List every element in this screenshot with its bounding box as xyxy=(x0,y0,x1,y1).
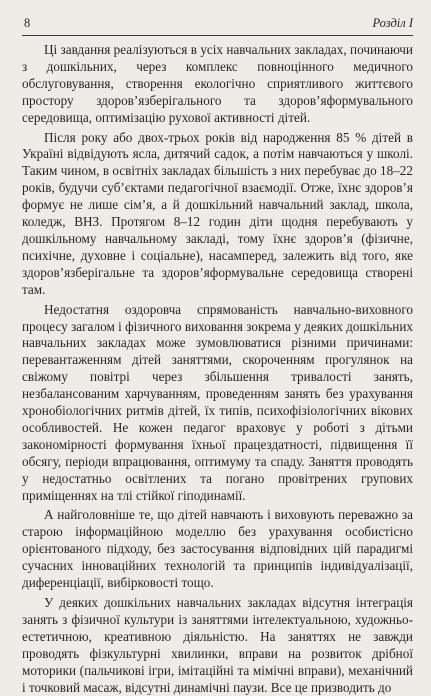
paragraph: Після року або двох-трьох років від народження 85 % дітей в Україні відвідують ясла, дитячий садок, а потім навчаються у школі. Таким чином, в освітніх закладах більшість з них перебуває до 18–22 років, будучи суб’єктами педагогічної взаємодії. Отже, їхнє здоров’я формує не лише сім’я, а й дошкільний навчальний заклад, школа, коледж, ВНЗ. Протягом 8–12 годин діти щодня перебувають у дошкільному навчальному закладі, тому їхнє здоров’я (фізичне, психічне, духовне і соціальне), насамперед, залежить від того, яке здоров’язберігальне та здоров’яформувальне середовища створені там. xyxy=(22,129,413,297)
page-number: 8 xyxy=(24,16,31,30)
page-header xyxy=(22,14,413,32)
paragraph: А найголовніше те, що дітей навчають і виховують переважно за старою інформаційною моделлю без урахування особистісно орієнтованого підходу, без застосування відповідних цій парадигмі сучасних інноваційних технологій та принципів індивідуалізації, диференціації, вибірковості тощо. xyxy=(22,507,413,591)
paragraph: Недостатня оздоровча спрямованість навчально-виховного процесу загалом і фізичного виховання зокрема у деяких дошкільних навчальних закладах може зумовлюватися різними причинами: перевантаженням дітей заняттями, скороченням прогулянок на свіжому повітрі через збільшення тривалості занять, незбалансованим харчуванням, проведенням занять без урахування хронобіологічних ритмів дітей, їх типів, психофізіологічних вікових особливостей. Не кожен педагог враховує у роботі з дітьми закономірності формування їхньої працездатності, підвищення її обсягу, періоди впрацювання, оптимуму та спаду. Заняття проводять у недостатньо освітлених та погано провітрених групових приміщеннях на тлі стійкої гіподинамії. xyxy=(22,301,413,503)
running-head: Розділ I xyxy=(372,16,413,30)
body-text xyxy=(22,42,413,696)
paragraph: Ці завдання реалізуються в усіх навчальних закладах, починаючи з дошкільних, через комплекс повноцінного медичного обслуговування, створення екологічно сприятливого життєвого простору здоров’язберігального та здоров’яформувального середовища, оптимізацію рухової активності дітей. xyxy=(22,42,413,125)
paragraph: У деяких дошкільних навчальних закладах відсутня інтеграція занять з фізичної культури із заняттями інтелектуальною, художньо-естетичною, креативною діяльністю. На заняттях не завжди проводять фізкультурні хвилинки, вправи на розвиток дрібної моторики (пальчикові ігри, імітаційні та мімічні вправи), механічний і точковий масаж, відсутні динамічні паузи. Все це призводить до xyxy=(22,595,413,695)
header-rule xyxy=(22,35,413,36)
